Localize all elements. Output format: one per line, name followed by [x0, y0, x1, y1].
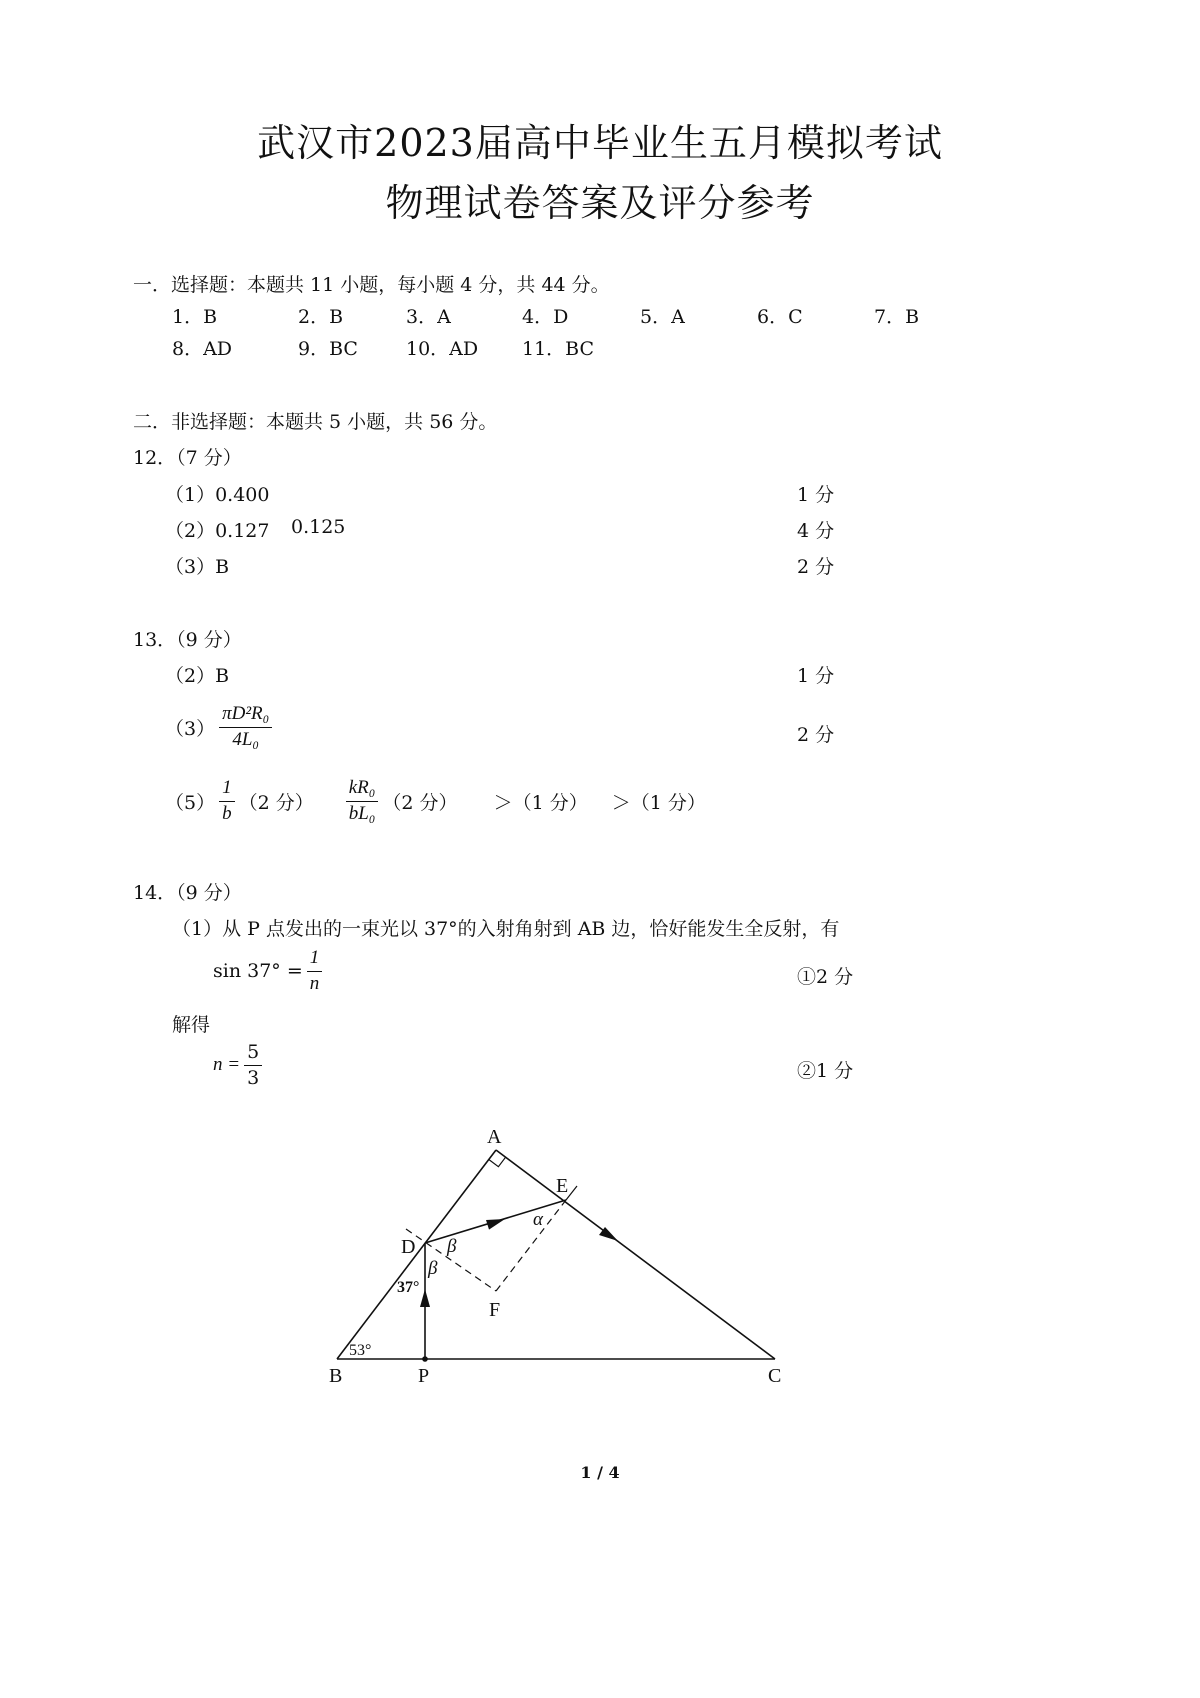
q14-eq2-num: 5: [244, 1042, 262, 1066]
q13-r2-label: （2）B: [165, 665, 230, 687]
label-c: C: [768, 1365, 782, 1387]
q12-row2-extra: 0.125: [291, 516, 346, 538]
label-b: B: [329, 1365, 343, 1387]
side-ac: [496, 1150, 775, 1359]
section2-heading: 二．非选择题：本题共 5 小题，共 56 分。: [133, 411, 498, 433]
answer-4: 4．D: [522, 306, 569, 328]
q13-r3-num: πD²R₀: [219, 704, 272, 728]
label-beta-1: β: [447, 1236, 457, 1257]
answer-3: 3．A: [406, 306, 451, 328]
q12-row2-label: （2）0.127: [165, 520, 270, 542]
normal-at-e: [496, 1200, 566, 1291]
answer-1: 1．B: [172, 306, 218, 328]
answer-11: 11．BC: [522, 338, 595, 360]
side-ab: [337, 1150, 496, 1359]
answer-6: 6．C: [757, 306, 803, 328]
section1-heading: 一．选择题：本题共 11 小题，每小题 4 分，共 44 分。: [133, 274, 610, 296]
label-beta-2: β: [428, 1258, 438, 1279]
point-p: [422, 1356, 428, 1362]
label-d: D: [401, 1236, 416, 1258]
q13-r3-den: 4L₀: [232, 728, 260, 750]
page-subtitle: 物理试卷答案及评分参考: [385, 181, 815, 225]
q14-header: 14．（9 分）: [133, 882, 242, 904]
label-e: E: [556, 1175, 569, 1197]
q13-r3-label: （3）: [165, 717, 216, 740]
q14-solve-text: 解得: [172, 1014, 211, 1036]
q13-r5-frac1-den: b: [222, 802, 232, 824]
label-angle-37: 37°: [397, 1279, 420, 1296]
q14-eq1-den: n: [309, 972, 320, 994]
right-angle-marker: [489, 1157, 506, 1167]
answer-7: 7．B: [874, 306, 920, 328]
answer-10: 10．AD: [406, 338, 479, 360]
answer-5: 5．A: [640, 306, 685, 328]
answer-8: 8．AD: [172, 338, 233, 360]
page-title: 武汉市2023届高中毕业生五月模拟考试: [257, 121, 943, 165]
q14-eq1-lhs: sin 37° =: [213, 960, 303, 983]
q13-header: 13．（9 分）: [133, 629, 242, 651]
q13-r5-frac1-points: （2 分）: [238, 791, 314, 814]
q14-eq2-den: 3: [247, 1066, 260, 1089]
label-f: F: [489, 1299, 501, 1321]
q14-eq1-num: 1: [307, 948, 323, 972]
arrow-pd: [420, 1289, 430, 1307]
q13-r5-frac2-den: bL₀: [348, 802, 376, 824]
q14-eq2-points: ②1 分: [797, 1060, 854, 1082]
arrow-de: [486, 1219, 505, 1230]
answer-2: 2．B: [298, 306, 344, 328]
q12-row3-points: 2 分: [797, 556, 835, 578]
q13-r5-frac2-num: kR₀: [346, 778, 379, 802]
q14-eq1-points: ①2 分: [797, 966, 854, 988]
answer-9: 9．BC: [298, 338, 358, 360]
q12-header: 12．（7 分）: [133, 447, 242, 469]
label-p: P: [418, 1365, 430, 1387]
q13-r3-points: 2 分: [797, 724, 835, 746]
q13-r5-gt1: ＞（1 分）: [493, 791, 588, 814]
q12-row1-points: 1 分: [797, 484, 835, 506]
label-alpha: α: [533, 1209, 543, 1230]
page-number: 1 / 4: [580, 1463, 620, 1482]
q13-r5-gt2: ＞（1 分）: [611, 791, 706, 814]
q14-part1-text: （1）从 P 点发出的一束光以 37°的入射角射到 AB 边，恰好能发生全反射，有: [172, 918, 840, 940]
q13-r5-label: （5）: [165, 791, 216, 814]
label-angle-53: 53°: [349, 1342, 372, 1359]
label-a: A: [487, 1126, 502, 1148]
q12-row1-label: （1）0.400: [165, 484, 270, 506]
q13-r5-frac2-points: （2 分）: [382, 791, 458, 814]
q13-r2-points: 1 分: [797, 665, 835, 687]
q12-row2-points: 4 分: [797, 520, 835, 542]
q13-r5-frac1-num: 1: [219, 778, 235, 802]
q14-eq2-lhs: n =: [213, 1054, 241, 1076]
q12-row3-label: （3）B: [165, 556, 230, 578]
